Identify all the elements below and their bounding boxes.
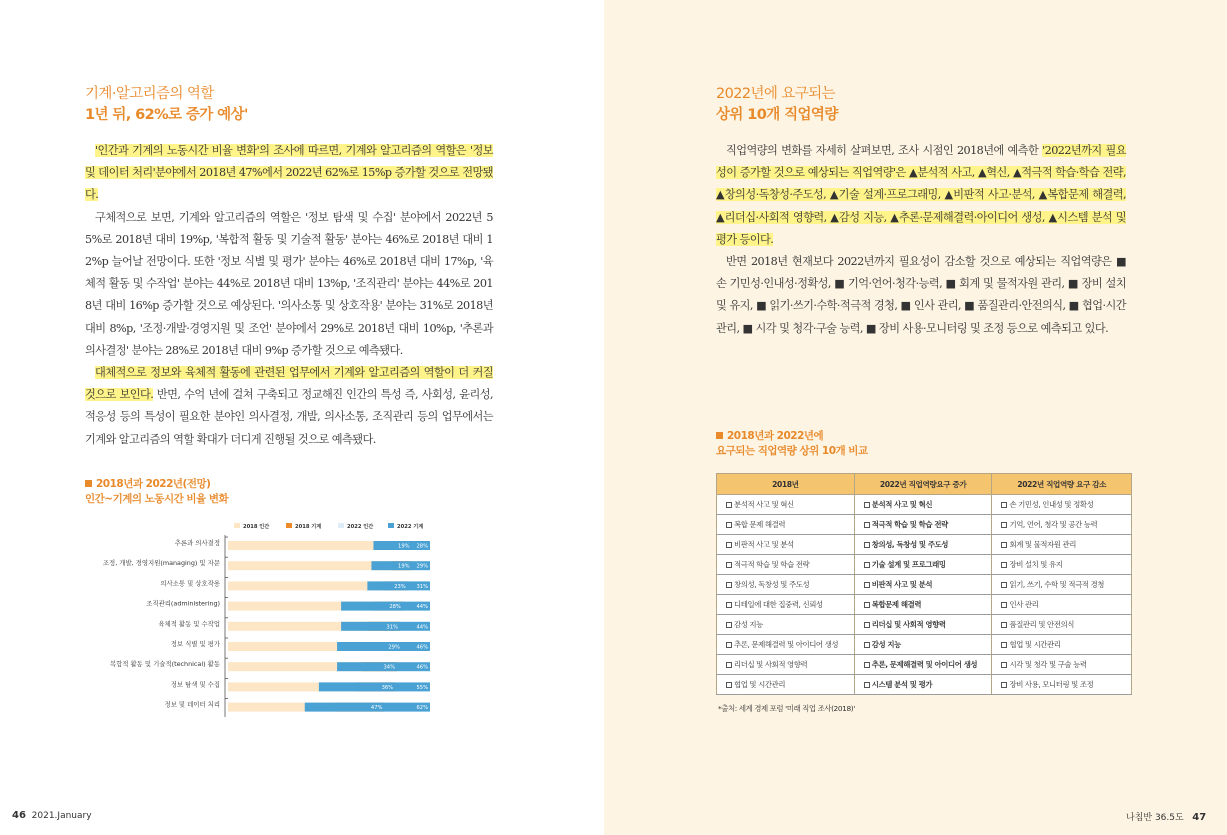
table-row bbox=[717, 595, 1132, 615]
left-page-label: 2021.January bbox=[31, 811, 92, 821]
label-2018-machine: 31% bbox=[386, 624, 398, 631]
table-title bbox=[716, 429, 868, 459]
table-row bbox=[717, 555, 1132, 575]
table-cell bbox=[854, 615, 992, 635]
table-cell-text: 감성 지능 bbox=[871, 640, 901, 649]
category-label: 정보 탐색 및 수집 bbox=[170, 680, 220, 689]
right-heading-bold: 상위 10개 직업역량 bbox=[716, 107, 838, 123]
table-row bbox=[717, 575, 1132, 595]
table-cell-text: 비판적 사고 및 분석 bbox=[734, 540, 794, 549]
table-cell bbox=[992, 635, 1132, 655]
table-row bbox=[717, 535, 1132, 555]
table-row bbox=[717, 675, 1132, 695]
table-cell bbox=[992, 535, 1132, 555]
table-cell-text: 협업 및 시간관리 bbox=[734, 680, 786, 689]
checkbox-icon bbox=[726, 622, 732, 628]
label-2022-machine: 55% bbox=[416, 684, 428, 691]
table-cell bbox=[992, 495, 1132, 515]
table-cell bbox=[717, 575, 855, 595]
label-2018-machine: 19% bbox=[398, 543, 410, 550]
chart-title-line1: 2018년과 2022년(전망) bbox=[96, 478, 211, 490]
table-cell bbox=[717, 615, 855, 635]
table-cell bbox=[717, 555, 855, 575]
label-2022-machine: 29% bbox=[416, 563, 428, 570]
legend-swatch bbox=[286, 523, 292, 528]
checkbox-icon bbox=[1001, 522, 1007, 528]
table-cell-text: 창의성, 독창성 및 주도성 bbox=[871, 540, 949, 549]
bar-2018-human bbox=[228, 561, 392, 570]
table-row bbox=[717, 615, 1132, 635]
checkbox-icon bbox=[864, 582, 870, 588]
square-bullet-icon bbox=[85, 480, 92, 487]
table-cell-text: 읽기, 쓰기, 수학 및 적극적 경청 bbox=[1009, 580, 1104, 589]
checkbox-icon bbox=[726, 602, 732, 608]
right-body bbox=[716, 140, 1126, 340]
right-page-label: 나침반 36.5도 bbox=[1126, 813, 1184, 823]
label-2022-machine: 46% bbox=[416, 664, 428, 671]
label-2022-machine: 62% bbox=[416, 705, 428, 712]
right-p1-highlight: '2022년까지 필요성이 증가할 것으로 예상되는 직업역량'은 ▲분석적 사고, ▲혁신, ▲적극적 학습·학습 전략, ▲창의성·독창성·주도성, ▲기술 설계·프로그래밍, ▲비판적 사고·분석, ▲복합문제 해결력, ▲리더십·사회적 영향력, ▲감성 지능, ▲추론·문제해결력·아이디어 생성, ▲시스템 분석 및 평가 등이다. bbox=[716, 144, 1126, 246]
table-cell bbox=[854, 515, 992, 535]
left-heading-light: 기계·알고리즘의 역할 bbox=[85, 86, 214, 102]
right-page-number: 47 bbox=[1192, 812, 1207, 823]
label-2018-machine: 47% bbox=[370, 705, 383, 712]
label-2022-machine: 46% bbox=[416, 644, 428, 651]
table-cell-text: 적극적 학습 및 학습 전략 bbox=[871, 520, 948, 529]
table-cell bbox=[717, 655, 855, 675]
left-p3-highlight: 대체적으로 정보와 육체적 활동에 관련된 업무에서 기계와 알고리즘의 역할이 더 커질 것으로 보인다. bbox=[85, 366, 493, 402]
chart-title bbox=[85, 477, 228, 507]
category-label: 추론과 의사결정 bbox=[174, 539, 220, 547]
legend-swatch bbox=[388, 523, 394, 528]
table-cell bbox=[717, 535, 855, 555]
table-cell-text: 손 기민성, 인내성 및 정확성 bbox=[1009, 500, 1094, 509]
table-cell bbox=[992, 675, 1132, 695]
table-cell-text: 적극적 학습 및 학습 전략 bbox=[734, 560, 810, 569]
bar-2018-human bbox=[228, 581, 384, 590]
checkbox-icon bbox=[1001, 682, 1007, 688]
table-cell-text: 추론, 문제해결력 및 아이디어 생성 bbox=[871, 660, 978, 669]
legend-label: 2018 인간 bbox=[243, 524, 270, 530]
table-cell-text: 장비 설치 및 유지 bbox=[1009, 560, 1063, 569]
table-cell bbox=[854, 655, 992, 675]
label-2022-machine: 28% bbox=[416, 543, 428, 550]
label-2018-machine: 36% bbox=[381, 684, 394, 691]
checkbox-icon bbox=[1001, 582, 1007, 588]
legend-label: 2018 기계 bbox=[295, 524, 322, 530]
table-cell bbox=[992, 575, 1132, 595]
checkbox-icon bbox=[726, 682, 732, 688]
bar-2022-machine bbox=[305, 703, 430, 712]
table-cell bbox=[717, 675, 855, 695]
competency-table bbox=[716, 473, 1132, 695]
right-p1-pre: 직업역량의 변화를 자세히 살펴보면, 조사 시점인 2018년에 예측한 bbox=[726, 144, 1043, 157]
checkbox-icon bbox=[726, 562, 732, 568]
table-row bbox=[717, 655, 1132, 675]
category-label: 의사소통 및 상호작용 bbox=[160, 579, 220, 588]
checkbox-icon bbox=[1001, 662, 1007, 668]
table-cell-text: 디테일에 대한 집중력, 신뢰성 bbox=[734, 600, 823, 609]
table-cell-text: 분석적 사고 및 혁신 bbox=[734, 500, 794, 509]
checkbox-icon bbox=[1001, 642, 1007, 648]
table-cell bbox=[992, 615, 1132, 635]
table-header-decrease: 2022년 직업역량 요구 감소 bbox=[992, 474, 1132, 495]
square-bullet-icon bbox=[716, 432, 723, 439]
table-cell-text: 장비 사용, 모니터링 및 조정 bbox=[1009, 680, 1094, 689]
labor-ratio-chart bbox=[80, 515, 440, 725]
checkbox-icon bbox=[726, 582, 732, 588]
right-folio bbox=[1126, 810, 1206, 823]
legend-swatch bbox=[234, 523, 240, 528]
category-label: 조정, 개발, 경영지원(managing) 및 자문 bbox=[102, 559, 220, 568]
table-cell bbox=[992, 595, 1132, 615]
checkbox-icon bbox=[864, 662, 870, 668]
legend-swatch bbox=[338, 523, 344, 528]
left-folio bbox=[12, 810, 92, 821]
left-paragraph-2: 구체적으로 보면, 기계와 알고리즘의 역할은 '정보 탐색 및 수집' 분야에서 2022년 55%로 2018년 대비 19%p, '복합적 활동 및 기술적 활동' 분야는 46%로 2018년 대비 12%p 늘어날 전망이다. 또한 '정보 식별 및 평가' 분야는 46%로 2018년 대비 17%p, '육체적 활동 및 수작업' 분야는 44%로 2018년 대비 13%p, '조직관리' 분야는 44%로 2018년 대비 16%p 증가할 것으로 예상된다. '의사소통 및 상호작용' 분야는 31%로 2018년 대비 8%p, '조정·개발·경영지원 및 조언' 분야에서 29%로 2018년 대비 10%p, '추론과 의사결정' 분야는 28%로 2018년 대비 9%p 증가할 것으로 예측됐다. bbox=[85, 210, 493, 357]
left-paragraph-3 bbox=[85, 362, 493, 451]
left-page-number: 46 bbox=[12, 810, 26, 821]
category-label: 복합적 활동 및 기술적(technical) 활동 bbox=[109, 660, 220, 669]
right-page bbox=[604, 0, 1227, 835]
table-source: *출처: 세계 경제 포럼 '미래 직업 조사(2018)' bbox=[718, 704, 855, 713]
table-title-line2: 요구되는 직업역량 상위 10개 비교 bbox=[716, 445, 868, 457]
table-cell-text: 창의성, 독창성 및 주도성 bbox=[734, 580, 810, 589]
checkbox-icon bbox=[864, 602, 870, 608]
right-paragraph-1 bbox=[716, 140, 1126, 251]
table-cell bbox=[717, 595, 855, 615]
checkbox-icon bbox=[1001, 602, 1007, 608]
table-cell-text: 복합 문제 해결력 bbox=[734, 520, 786, 529]
table-cell bbox=[854, 555, 992, 575]
table-cell bbox=[854, 595, 992, 615]
chart-title-line2: 인간~기계의 노동시간 비율 변화 bbox=[85, 493, 229, 505]
table-row bbox=[717, 495, 1132, 515]
table-cell bbox=[992, 655, 1132, 675]
table-cell bbox=[854, 535, 992, 555]
table-cell-text: 복합문제 해결력 bbox=[871, 600, 922, 609]
left-body bbox=[85, 140, 493, 451]
checkbox-icon bbox=[864, 542, 870, 548]
table-cell-text: 시스템 분석 및 평가 bbox=[871, 680, 933, 689]
checkbox-icon bbox=[1001, 622, 1007, 628]
table-cell bbox=[992, 555, 1132, 575]
checkbox-icon bbox=[726, 542, 732, 548]
table-cell-text: 리더십 및 사회적 영향력 bbox=[734, 660, 808, 669]
label-2018-machine: 34% bbox=[383, 664, 396, 671]
table-cell-text: 회계 및 물적자원 관리 bbox=[1009, 540, 1076, 549]
checkbox-icon bbox=[864, 642, 870, 648]
category-label: 조직관리(administering) bbox=[146, 599, 220, 608]
table-header-row bbox=[717, 474, 1132, 495]
table-header-2018: 2018년 bbox=[717, 474, 855, 495]
table-cell-text: 협업 및 시간관리 bbox=[1009, 640, 1061, 649]
label-2022-machine: 44% bbox=[416, 624, 428, 631]
checkbox-icon bbox=[1001, 562, 1007, 568]
table-cell bbox=[717, 515, 855, 535]
right-heading-light: 2022년에 요구되는 bbox=[716, 86, 835, 102]
label-2022-machine: 31% bbox=[416, 583, 428, 590]
label-2018-machine: 23% bbox=[394, 583, 406, 590]
legend-label: 2022 인간 bbox=[347, 524, 374, 530]
table-cell-text: 기술 설계 및 프로그래밍 bbox=[871, 560, 946, 569]
table-cell-text: 분석적 사고 및 혁신 bbox=[871, 500, 933, 509]
checkbox-icon bbox=[726, 522, 732, 528]
table-cell-text: 품질관리 및 안전의식 bbox=[1009, 620, 1075, 629]
checkbox-icon bbox=[726, 662, 732, 668]
label-2018-machine: 29% bbox=[388, 644, 400, 651]
label-2022-machine: 44% bbox=[416, 604, 428, 611]
table-cell-text: 인사 관리 bbox=[1009, 600, 1039, 609]
category-label: 육체적 활동 및 수작업 bbox=[158, 619, 220, 628]
table-cell bbox=[717, 635, 855, 655]
checkbox-icon bbox=[726, 502, 732, 508]
checkbox-icon bbox=[864, 522, 870, 528]
checkbox-icon bbox=[1001, 502, 1007, 508]
table-cell bbox=[717, 495, 855, 515]
checkbox-icon bbox=[864, 682, 870, 688]
table-cell bbox=[854, 635, 992, 655]
checkbox-icon bbox=[726, 642, 732, 648]
checkbox-icon bbox=[864, 502, 870, 508]
legend-label: 2022 기계 bbox=[397, 524, 424, 530]
table-cell-text: 시각 및 청각 및 구술 능력 bbox=[1009, 660, 1087, 669]
right-paragraph-2: 반면 2018년 현재보다 2022년까지 필요성이 감소할 것으로 예상되는 직업역량은 ■ 손 기민성·인내성·정확성, ■ 기억·언어·청각·능력, ■ 회계 및 물적자원 관리, ■ 장비 설치 및 유지, ■ 읽기·쓰기·수학·적극적 경청, ■ 인사 관리, ■ 품질관리·안전의식, ■ 협업·시간관리, ■ 시각 및 청각·구술 능력, ■ 장비 사용·모니터링 및 조정 등으로 예측되고 있다. bbox=[716, 255, 1126, 335]
table-cell-text: 리더십 및 사회적 영향력 bbox=[871, 620, 946, 629]
table-cell-text: 추론, 문제해결력 및 아이디어 생성 bbox=[734, 640, 839, 649]
table-cell-text: 기억, 언어, 청각 및 공간 능력 bbox=[1009, 520, 1098, 529]
left-heading-bold: 1년 뒤, 62%로 증가 예상' bbox=[85, 107, 248, 123]
table-header-increase: 2022년 직업역량요구 증가 bbox=[854, 474, 992, 495]
label-2018-machine: 19% bbox=[398, 563, 410, 570]
left-p3-rest: 반면, 수억 년에 걸쳐 구축되고 정교해진 인간의 특성 즉, 사회성, 윤리성, 적응성 등의 특성이 필요한 분야인 의사결정, 개발, 의사소통, 조직관리 등의 업무에서는 기계와 알고리즘의 역할 확대가 더디게 진행될 것으로 예측됐다. bbox=[85, 388, 493, 446]
left-paragraph-1 bbox=[85, 140, 493, 207]
table-cell bbox=[992, 515, 1132, 535]
checkbox-icon bbox=[1001, 542, 1007, 548]
table-cell-text: 감성 지능 bbox=[734, 620, 763, 629]
table-cell-text: 비판적 사고 및 분석 bbox=[871, 580, 933, 589]
category-label: 정보 식별 및 평가 bbox=[170, 640, 220, 648]
bar-2018-human bbox=[228, 541, 392, 550]
bar-2022-machine bbox=[319, 682, 430, 691]
left-p1-highlight: '인간과 기계의 노동시간 비율 변화'의 조사에 따르면, 기계와 알고리즘의 역할은 '정보 및 데이터 처리'분야에서 2018년 47%에서 2022년 62%로 15%p 증가할 것으로 전망됐다. bbox=[85, 144, 493, 202]
table-title-line1: 2018년과 2022년에 bbox=[727, 430, 824, 442]
category-label: 정보 및 데이터 처리 bbox=[164, 700, 220, 709]
table-cell bbox=[854, 575, 992, 595]
table-row bbox=[717, 635, 1132, 655]
table-row bbox=[717, 515, 1132, 535]
table-cell bbox=[854, 495, 992, 515]
table-cell bbox=[854, 675, 992, 695]
checkbox-icon bbox=[864, 562, 870, 568]
label-2018-machine: 28% bbox=[389, 604, 401, 611]
checkbox-icon bbox=[864, 622, 870, 628]
